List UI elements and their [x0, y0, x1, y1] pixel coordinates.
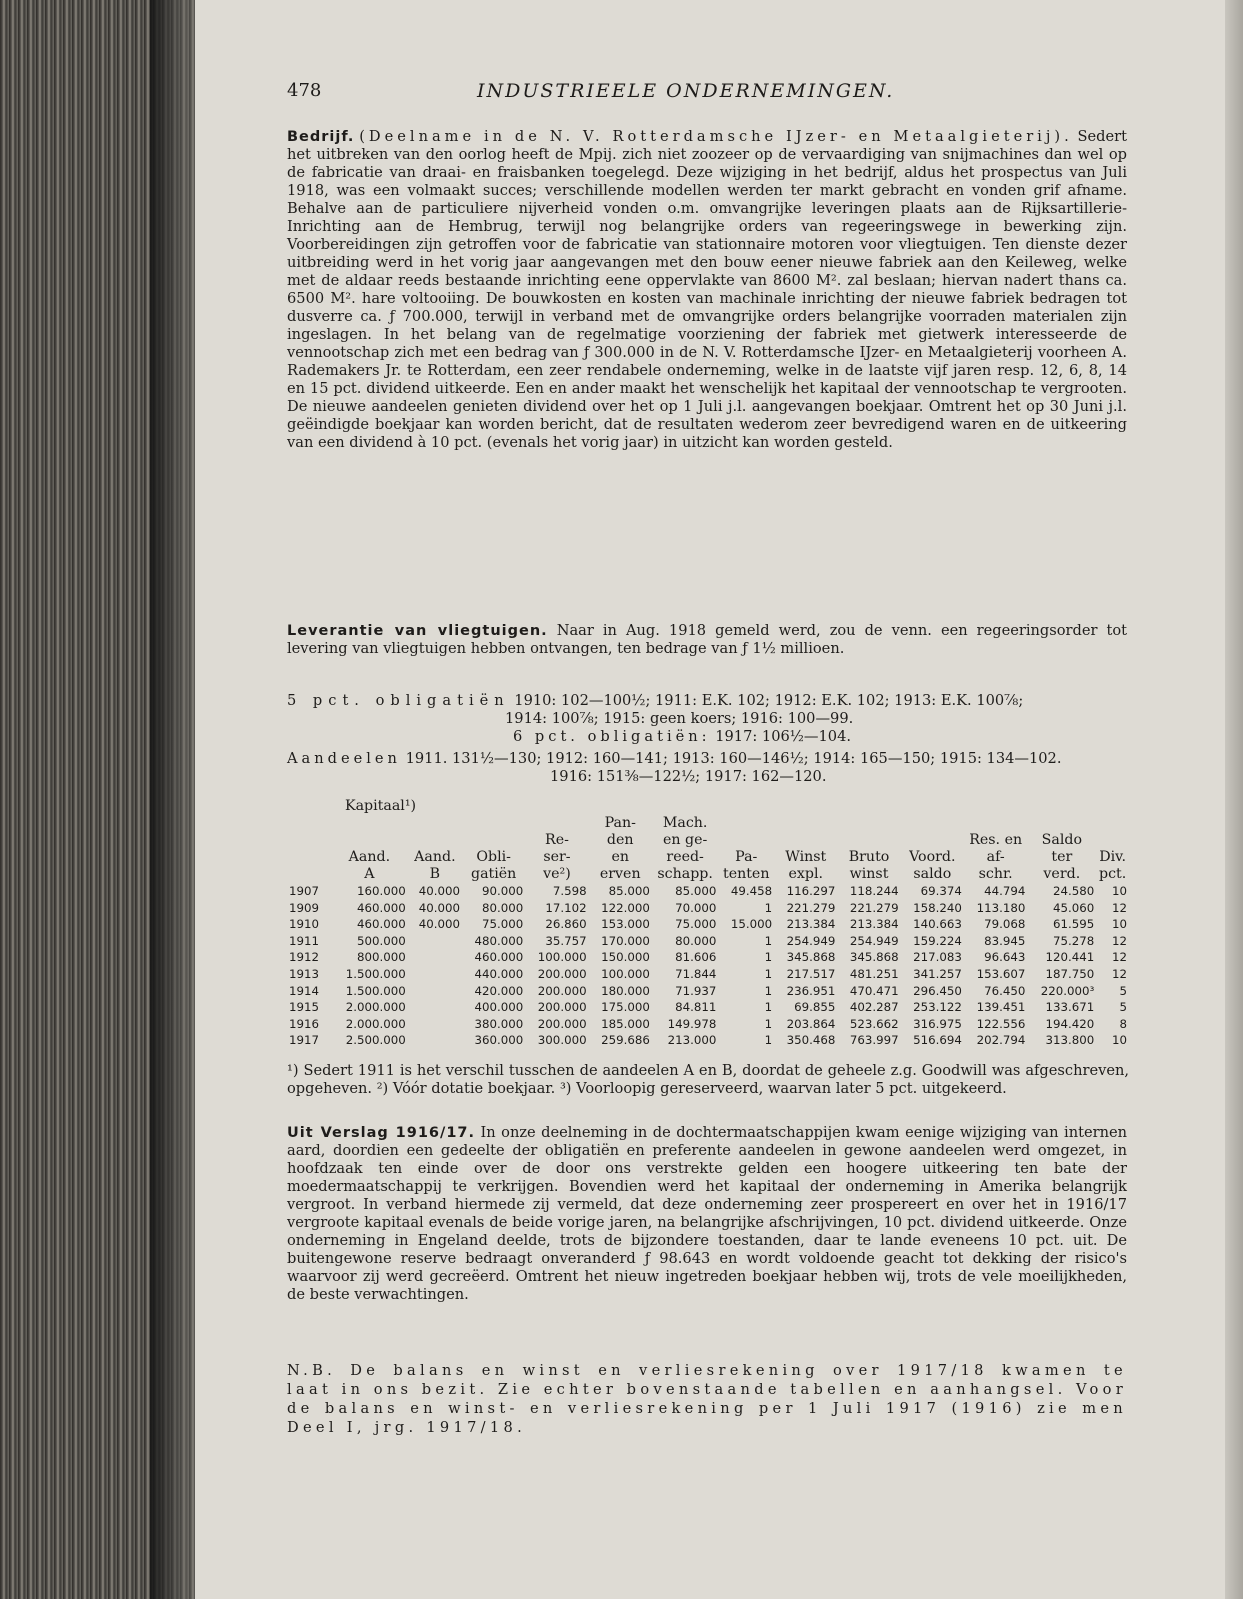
table-cell: 213.384: [786, 917, 836, 932]
table-cell: 221.279: [849, 900, 899, 915]
aandeelen-values1: 1911. 131½—130; 1912: 160—141; 1913: 160—146½; 1914: 165—150; 1915: 134—102.: [405, 750, 1062, 767]
bedrijf-spaced: (Deelname in de N. V. Rotterdamsche IJzer- en Metaalgieterij).: [359, 128, 1073, 145]
table-cell: 1: [764, 933, 773, 948]
table-cell: 49.458: [730, 884, 773, 898]
oblig5-label: 5 pct. obligatiën: [287, 692, 510, 709]
table-cell: 402.287: [849, 1000, 899, 1015]
leverantie-heading: Leverantie van vliegtuigen.: [287, 623, 548, 639]
table-cell: 69.855: [794, 1000, 836, 1015]
table-cell: 500.000: [356, 933, 406, 948]
table-row: [287, 949, 1129, 966]
verslag-body: In onze deelneming in de dochtermaatschappijen kwam eenige wijziging van internen aard, doordien een gedeelte der obligatiën en preferente aandeelen in gewone aandeelen werd omgezet, in hoofdzaak ten einde over de door ons verstrekte gelden een hoogere uitkeering ten bate der moedermaatschappij te verkrijgen. Bovendien werd het kapitaal der onderneming in Amerika belangrijk vergroot. In verband hiermede zij vermeld, dat deze onderneming zeer prospereert en over het in 1916/17 vergroote kapitaal evenals de beide vorige jaren, na belangrijke afschrijvingen, 10 pct. dividend uitkeerde. Onze onderneming in Engeland deelde, trots de bijzondere toestanden, daar te lande eveneens 10 pct. uit. De buitengewone reserve bedraagt onveranderd ƒ 98.643 en wordt voldoende geacht tot dekking der risico's waarvoor zij werd gecreëerd. Omtrent het nieuw ingetreden boekjaar hebben wij, trots de vele moeilijkheden, de beste verwachtingen.: [287, 1124, 1128, 1303]
table-cell: 118.244: [849, 884, 899, 898]
table-cell: 15.000: [730, 917, 773, 932]
table-cell: [408, 983, 462, 1000]
table-cell: 113.180: [976, 900, 1026, 915]
table-cell: 296.450: [913, 983, 962, 998]
bedrijf-section: [287, 128, 1127, 452]
table-cell: [408, 933, 462, 950]
column-header: Voord. saldo: [909, 849, 956, 882]
table-cell: 1914: [289, 983, 320, 998]
table-cell: 1917: [289, 1033, 320, 1048]
table-cell: 5: [1119, 983, 1127, 998]
table-cell: 380.000: [474, 1016, 524, 1031]
oblig6-label: 6 pct. obligatiën:: [513, 728, 711, 745]
financial-table: [287, 798, 1129, 1049]
table-cell: 400.000: [474, 1000, 524, 1015]
table-cell: 153.607: [976, 966, 1026, 981]
table-cell: 35.757: [545, 933, 587, 948]
table-cell: 345.868: [849, 950, 899, 965]
table-cell: 194.420: [1045, 1016, 1095, 1031]
aandeelen-line1: [287, 750, 1127, 768]
table-cell: 202.794: [976, 1033, 1026, 1048]
table-cell: 116.297: [786, 884, 836, 898]
table-row: [287, 999, 1129, 1016]
table-cell: 213.384: [849, 917, 899, 932]
oblig5-line1: [287, 692, 1127, 710]
verslag-section: [287, 1124, 1127, 1304]
table-cell: 480.000: [474, 933, 524, 948]
table-cell: 460.000: [474, 950, 524, 965]
nb-note: N.B. De balans en winst en verliesrekening over 1917/18 kwamen te laat in ons bezit. Zie echter bovenstaande tabellen en aanhangsel. Voor de balans en winst- en verliesrekening per 1 Juli 1917 (1916) zie men Deel I, jrg. 1917/18.: [287, 1362, 1127, 1436]
bedrijf-body: Sedert het uitbreken van den oorlog heeft de Mpij. zich niet zoozeer op de vervaardiging van snijmachines dan wel op de fabricatie van draai- en fraisbanken toegelegd. Deze wijziging in het bedrijf, aldus het prospectus van Juli 1918, was een volmaakt succes; verschillende modellen werden ter markt gebracht en vonden grif afname. Behalve aan de particuliere nijverheid vonden o.m. omvangrijke leveringen plaats aan de Rijksartillerie-Inrichting aan de Hembrug, terwijl nog belangrijke orders van regeeringswege in bewerking zijn. Voorbereidingen zijn getroffen voor de fabricatie van stationnaire motoren voor vliegtuigen. Ten dienste dezer uitbreiding werd in het vorig jaar aangevangen met den bouw eener nieuwe fabriek aan den Keileweg, welke met de aldaar reeds bestaande inrichting eene oppervlakte van 8600 M². zal beslaan; hiervan nadert thans ca. 6500 M². hare voltooiing. De bouwkosten en kosten van machinale inrichting der nieuwe fabriek bedragen tot dusverre ca. ƒ 700.000, terwijl in verband met de omvangrijke orders belangrijke voorraden materialen zijn ingeslagen. In het belang van de regelmatige voorziening der fabriek met gietwerk interesseerde de vennootschap zich met een bedrag van ƒ 300.000 in de N. V. Rotterdamsche IJzer- en Metaalgieterij voorheen A. Rademakers Jr. te Rotterdam, een zeer rendabele onderneming, welke in de laatste vijf jaren resp. 12, 6, 8, 14 en 15 pct. dividend uitkeerde. Een en ander maakt het wenschelijk het kapitaal der vennootschap te vergrooten. De nieuwe aandeelen genieten dividend over het op 1 Juli j.l. aangevangen boekjaar. Omtrent het op 30 Juni j.l. geëindigde boekjaar kan worden bericht, dat de resultaten wederom zeer bevredigend waren en de uitkeering van een dividend à 10 pct. (evenals het vorig jaar) in uitzicht kan worden gesteld.: [287, 128, 1128, 451]
table-cell: 516.694: [913, 1033, 962, 1048]
table-row: [287, 1016, 1129, 1033]
table-cell: 1911: [289, 933, 320, 948]
table-cell: 1.500.000: [345, 966, 406, 981]
table-row: [287, 983, 1129, 1000]
table-cell: 83.945: [984, 933, 1026, 948]
table-cell: 120.441: [1045, 950, 1095, 965]
table-cell: 1: [764, 1016, 773, 1031]
table-cell: 1: [764, 1000, 773, 1015]
table-cell: [408, 1016, 462, 1033]
column-header: Obli- gatiën: [471, 849, 517, 882]
table-cell: 2.000.000: [345, 1016, 406, 1031]
table-cell: 200.000: [537, 966, 587, 981]
table-cell: 460.000: [356, 900, 406, 915]
table-footnotes: ¹) Sedert 1911 is het verschil tusschen de aandeelen A en B, doordat de geheele z.g. Goodwill was afgeschreven, opgeheven. ²) Vóór dotatie boekjaar. ³) Voorloopig gereserveerd, waarvan later 5 pct. uitgekeerd.: [287, 1062, 1129, 1097]
table-cell: 85.000: [675, 884, 717, 898]
table-cell: 460.000: [356, 917, 406, 932]
table-cell: 1: [764, 983, 773, 998]
column-header: Aand. B: [414, 849, 456, 882]
table-cell: 221.279: [786, 900, 836, 915]
table-cell: 45.060: [1053, 900, 1095, 915]
table-cell: 139.451: [976, 1000, 1026, 1015]
table-cell: 800.000: [356, 950, 406, 965]
table-cell: 158.240: [913, 900, 962, 915]
kapitaal-head: Kapitaal¹): [345, 798, 417, 814]
table-cell: 220.000³: [1040, 983, 1095, 998]
oblig6-values: 1917: 106½—104.: [715, 728, 852, 745]
table-cell: 523.662: [849, 1016, 899, 1031]
table-cell: 71.937: [675, 983, 717, 998]
table-cell: 75.000: [482, 917, 524, 932]
page-number: 478: [287, 80, 322, 101]
table-cell: 1913: [289, 966, 320, 981]
table-cell: 150.000: [601, 950, 650, 965]
column-header: [287, 815, 331, 883]
table-cell: 80.000: [482, 900, 524, 915]
table-cell: 2.500.000: [345, 1033, 406, 1048]
table-cell: 12: [1111, 933, 1127, 948]
table-cell: 200.000: [537, 1016, 587, 1031]
oblig5-values1: 1910: 102—100½; 1911: E.K. 102; 1912: E.K. 102; 1913: E.K. 100⅞;: [514, 692, 1024, 709]
verslag-heading: Uit Verslag 1916/17.: [287, 1125, 476, 1141]
column-header: Saldo ter verd.: [1041, 832, 1082, 882]
table-cell: 5: [1119, 1000, 1127, 1015]
table-cell: 1: [764, 1033, 773, 1048]
table-cell: 40.000: [418, 917, 461, 932]
table-cell: 100.000: [537, 950, 587, 965]
table-cell: 180.000: [601, 983, 650, 998]
table-cell: 481.251: [849, 966, 899, 981]
table-cell: 1: [764, 950, 773, 965]
table-cell: 1.500.000: [345, 983, 406, 998]
table-cell: 470.471: [849, 983, 899, 998]
table-cell: 313.800: [1045, 1033, 1095, 1048]
table-cell: 217.517: [786, 966, 836, 981]
column-header: Winst expl.: [785, 849, 827, 882]
table-cell: 345.868: [786, 950, 836, 965]
table-cell: 7.598: [552, 884, 587, 898]
table-row: [287, 900, 1129, 917]
table-cell: 1912: [289, 950, 320, 965]
table-cell: 24.580: [1053, 884, 1095, 898]
table-cell: 8: [1119, 1016, 1127, 1031]
column-header: Bruto winst: [848, 849, 890, 882]
table-cell: 203.864: [786, 1016, 836, 1031]
table-cell: 1909: [289, 900, 320, 915]
table-cell: 187.750: [1045, 966, 1095, 981]
table-cell: 185.000: [601, 1016, 650, 1031]
table-cell: 360.000: [474, 1033, 524, 1048]
table-cell: 122.000: [601, 900, 650, 915]
table-header-row: [287, 798, 1129, 815]
table-cell: 71.844: [675, 966, 717, 981]
table-cell: 26.860: [545, 917, 587, 932]
table-body: [287, 883, 1129, 1049]
table-cell: 153.000: [601, 917, 650, 932]
bedrijf-heading: Bedrijf.: [287, 129, 355, 145]
table-row: [287, 883, 1129, 900]
table-cell: 1: [764, 900, 773, 915]
table-cell: 175.000: [601, 1000, 650, 1015]
table-cell: 341.257: [913, 966, 962, 981]
table-cell: [408, 966, 462, 983]
table-cell: 149.978: [667, 1016, 717, 1031]
table-cell: 1915: [289, 1000, 320, 1015]
table-cell: 350.468: [786, 1033, 836, 1048]
table-cell: 96.643: [984, 950, 1026, 965]
table-cell: 76.450: [984, 983, 1026, 998]
column-header: Re- ser- ve²): [543, 832, 571, 882]
table-cell: 253.122: [913, 1000, 962, 1015]
table-cell: 2.000.000: [345, 1000, 406, 1015]
table-cell: 12: [1111, 966, 1127, 981]
table-cell: 1910: [289, 917, 320, 932]
table-cell: 763.997: [849, 1033, 899, 1048]
table-cell: 122.556: [976, 1016, 1026, 1031]
table-row: [287, 916, 1129, 933]
table-cell: 10: [1111, 917, 1127, 932]
table-cell: 159.224: [913, 933, 962, 948]
table-cell: 12: [1111, 900, 1127, 915]
page-header: [287, 80, 1127, 108]
table-cell: 254.949: [849, 933, 899, 948]
table-cell: 236.951: [786, 983, 836, 998]
table-cell: 213.000: [667, 1033, 717, 1048]
table-cell: [408, 999, 462, 1016]
aandeelen-line2: 1916: 151⅜—122½; 1917: 162—120.: [550, 768, 827, 785]
oblig5-line2: 1914: 100⅞; 1915: geen koers; 1916: 100—99.: [505, 710, 854, 727]
table-cell: 17.102: [545, 900, 587, 915]
table-cell: 40.000: [418, 900, 461, 915]
table-cell: [408, 949, 462, 966]
table-subheader-row: [287, 815, 1129, 883]
table-cell: 170.000: [601, 933, 650, 948]
table-cell: 254.949: [786, 933, 836, 948]
table-cell: 1: [764, 966, 773, 981]
page-edge: [1225, 0, 1243, 1599]
table-cell: 1907: [289, 884, 320, 898]
leverantie-body: Naar in Aug. 1918 gemeld werd, zou de venn. een regeeringsorder tot levering van vliegtuigen hebben ontvangen, ten bedrage van ƒ 1½ millioen.: [287, 622, 1128, 657]
table-cell: 90.000: [482, 884, 524, 898]
table-cell: 61.595: [1053, 917, 1095, 932]
table-cell: 81.606: [675, 950, 717, 965]
table-row: [287, 966, 1129, 983]
table-cell: 75.278: [1053, 933, 1095, 948]
column-header: Pan- den en erven: [599, 815, 641, 882]
table-cell: 160.000: [356, 884, 406, 898]
table-cell: 79.068: [984, 917, 1026, 932]
table-cell: 10: [1111, 884, 1127, 898]
table-cell: 420.000: [474, 983, 524, 998]
table-cell: 100.000: [601, 966, 650, 981]
table-cell: 316.975: [913, 1016, 962, 1031]
table-cell: 259.686: [601, 1033, 650, 1048]
column-header: Mach. en ge- reed- schapp.: [657, 815, 713, 882]
table-cell: 70.000: [675, 900, 717, 915]
table-cell: 133.671: [1045, 1000, 1095, 1015]
table-cell: 10: [1111, 1033, 1127, 1048]
table-cell: 140.663: [913, 917, 962, 932]
table-cell: 69.374: [920, 884, 962, 898]
table-cell: 217.083: [913, 950, 962, 965]
table-cell: 200.000: [537, 1000, 587, 1015]
column-header: Div. pct.: [1099, 849, 1127, 882]
table-cell: 75.000: [675, 917, 717, 932]
table-cell: 40.000: [418, 884, 461, 898]
table-cell: 84.811: [675, 1000, 717, 1015]
column-header: Aand. A: [348, 849, 391, 882]
table-row: [287, 933, 1129, 950]
table-cell: 300.000: [537, 1033, 587, 1048]
table-cell: 85.000: [608, 884, 650, 898]
column-header: Pa- tenten: [723, 849, 770, 882]
table-cell: 44.794: [984, 884, 1026, 898]
leverantie-section: [287, 622, 1127, 658]
running-title: INDUSTRIEELE ONDERNEMINGEN.: [477, 80, 895, 102]
table-cell: 80.000: [675, 933, 717, 948]
aandeelen-label: Aandeelen: [287, 750, 401, 767]
table-cell: 12: [1111, 950, 1127, 965]
column-header: Res. en af- schr.: [969, 832, 1023, 882]
col-head: [287, 798, 331, 815]
table-cell: 440.000: [474, 966, 524, 981]
table-cell: [408, 1032, 462, 1049]
oblig6-line: [513, 728, 1113, 746]
table-row: [287, 1032, 1129, 1049]
table-cell: 200.000: [537, 983, 587, 998]
table-cell: 1916: [289, 1016, 320, 1031]
